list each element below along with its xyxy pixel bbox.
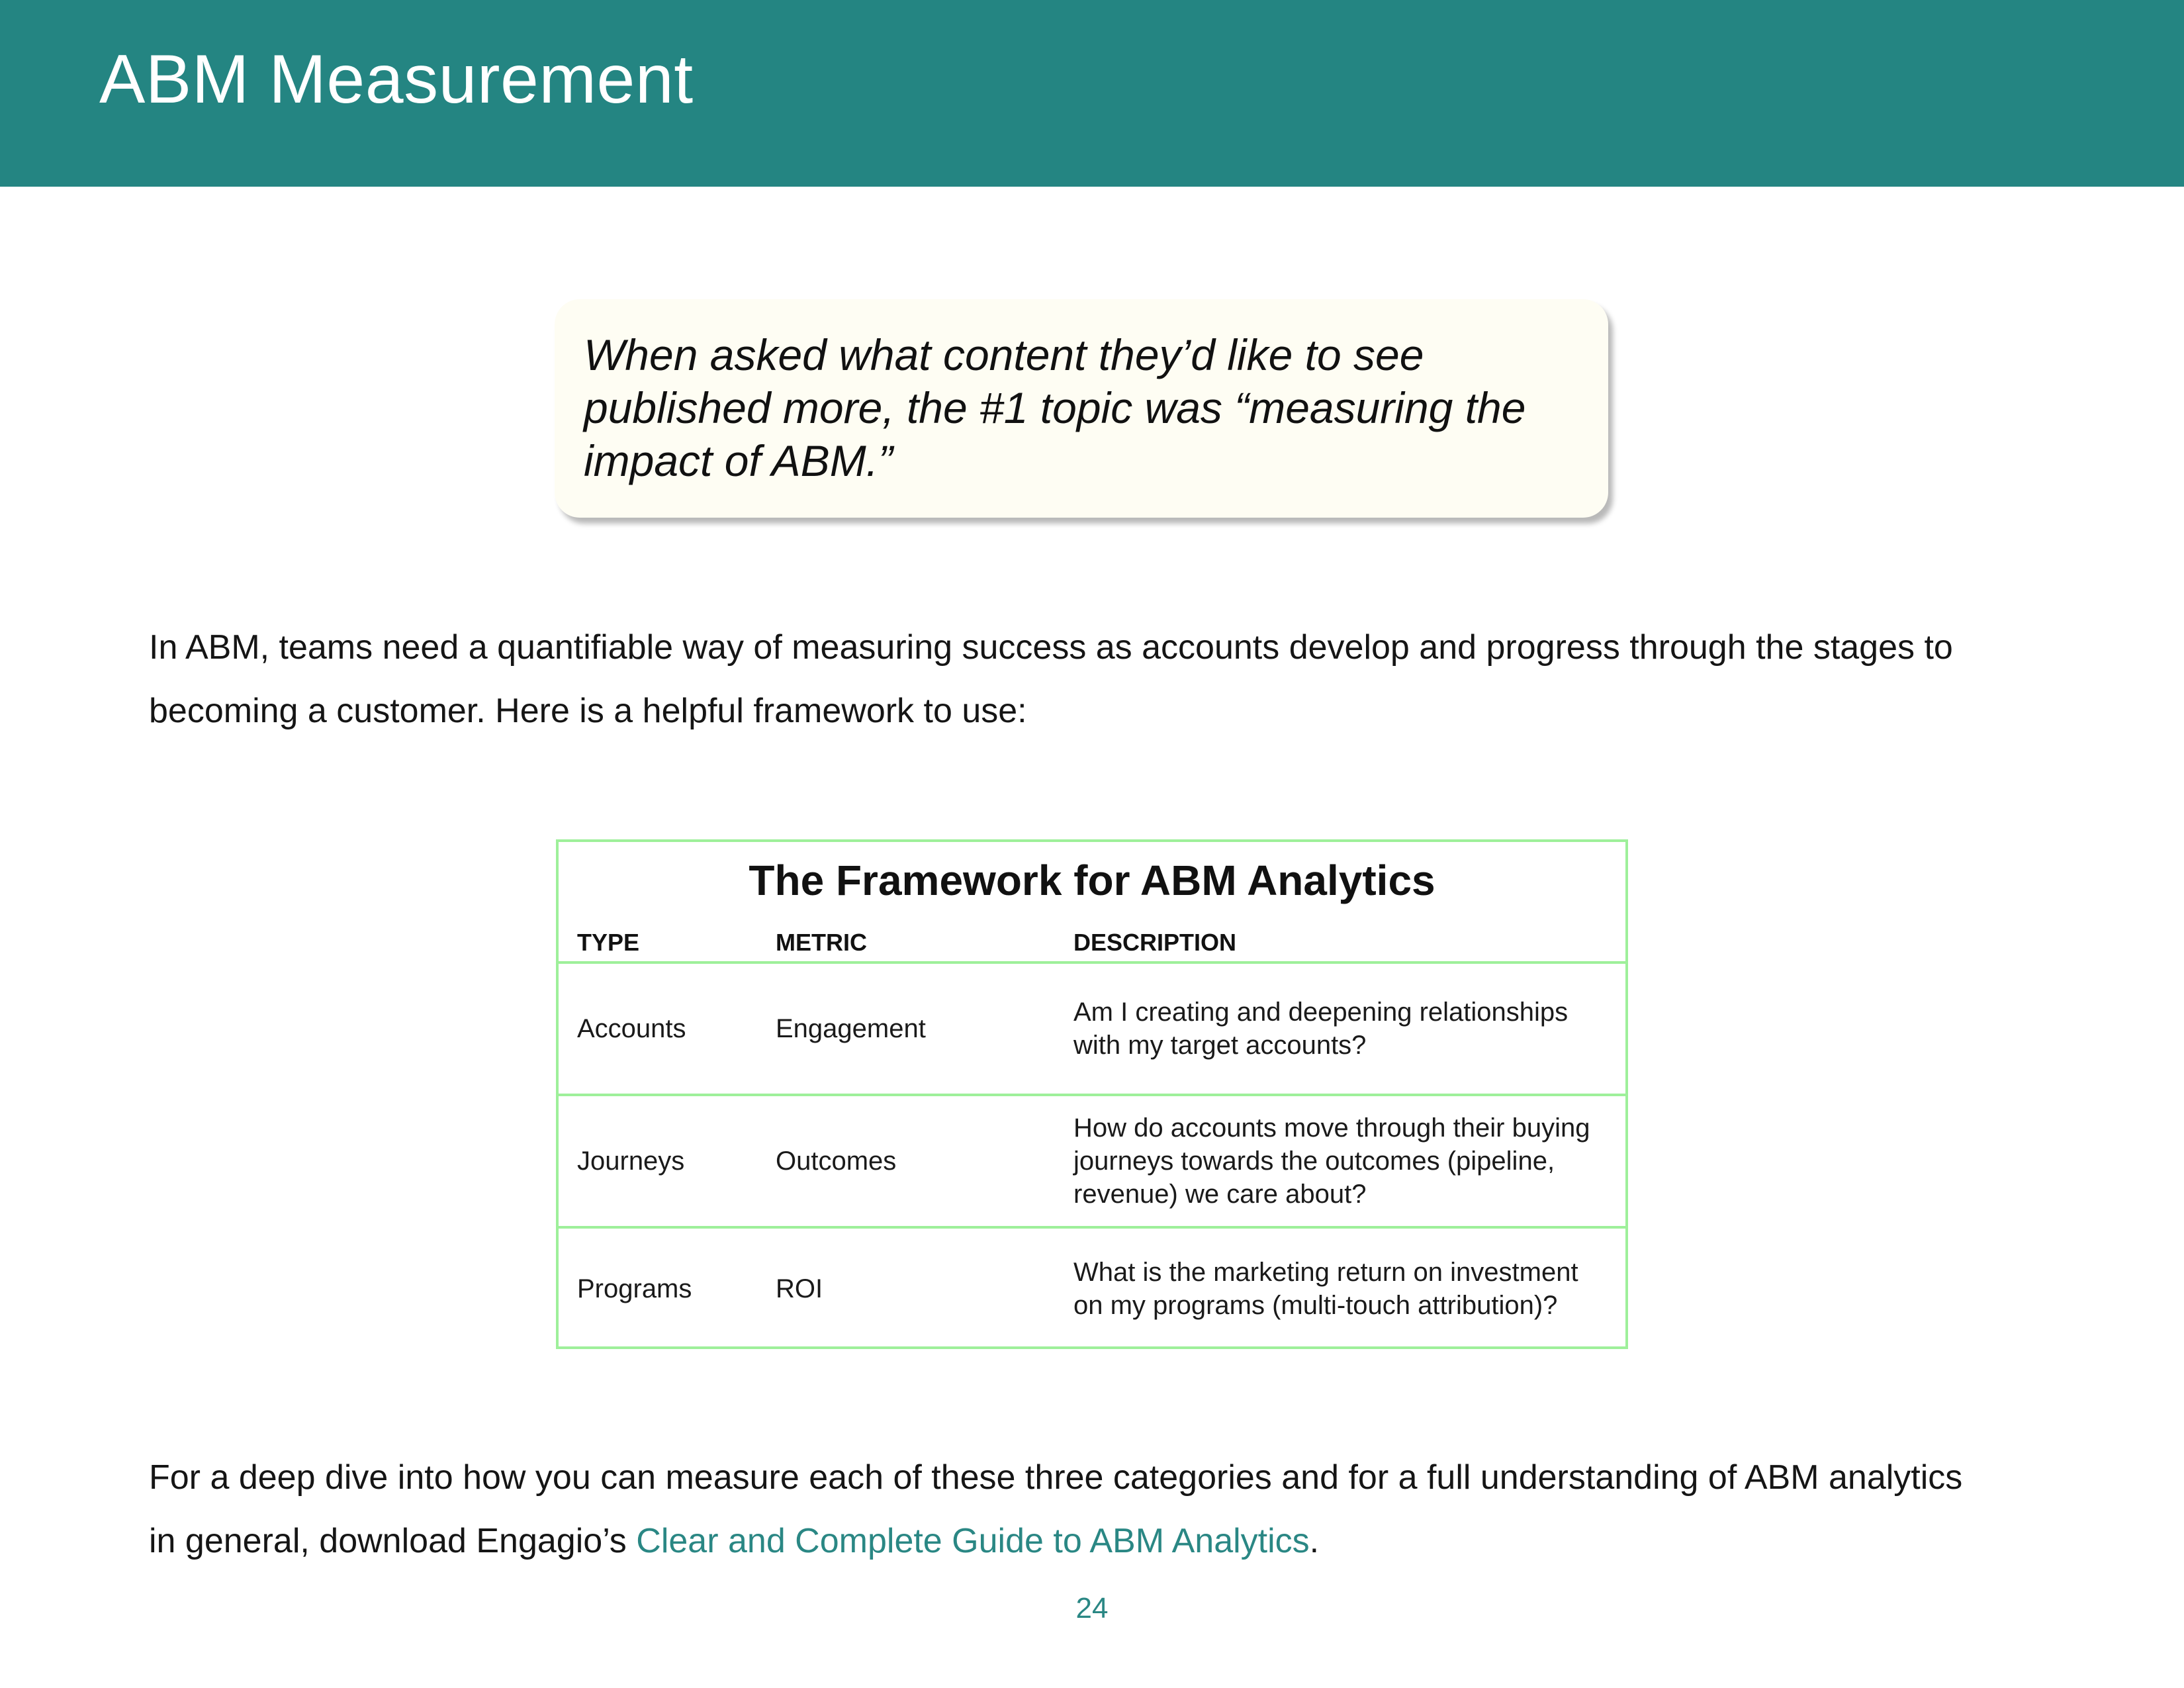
quote-callout (555, 299, 1608, 518)
type-cell: Accounts (577, 1014, 686, 1043)
page-title: ABM Measurement (99, 41, 694, 118)
quote-text: When asked what content they’d like to see published more, the #1 topic was “measuring the impact of ABM.” (584, 330, 1526, 485)
outro-period: . (1309, 1522, 1320, 1560)
metric-cell: Engagement (776, 1014, 926, 1043)
column-header-type: TYPE (577, 929, 640, 956)
table-row (559, 1094, 1625, 1226)
column-header-metric: METRIC (776, 929, 867, 956)
type-cell: Journeys (577, 1147, 685, 1176)
type-cell: Programs (577, 1274, 692, 1303)
metric-cell: ROI (776, 1274, 823, 1303)
description-cell: Am I creating and deepening relationships with my target accounts? (1073, 998, 1569, 1060)
description-cell: What is the marketing return on investment on my programs (multi-touch attribution)? (1073, 1258, 1578, 1320)
outro-text: For a deep dive into how you can measure each of these three categories and for a full understanding of ABM analytics in general, download Engagio’s (149, 1458, 1963, 1560)
table-row (559, 961, 1625, 1094)
intro-paragraph: In ABM, teams need a quantifiable way of measuring success as accounts develop and progress through the stages to becoming a customer. Here is a helpful framework to use: (149, 628, 1953, 730)
column-header-description: DESCRIPTION (1073, 929, 1237, 956)
framework-title: The Framework for ABM Analytics (749, 857, 1435, 904)
page-number: 24 (1075, 1592, 1109, 1624)
metric-cell: Outcomes (776, 1147, 897, 1176)
description-cell: How do accounts move through their buying journeys towards the outcomes (pipeline, revenue) we care about? (1073, 1113, 1590, 1209)
header-bar (0, 0, 2184, 187)
table-row (559, 1226, 1625, 1349)
framework-table (556, 839, 1628, 1349)
guide-link[interactable]: Clear and Complete Guide to ABM Analytics (636, 1522, 1310, 1560)
outro-paragraph (149, 1446, 1995, 1573)
